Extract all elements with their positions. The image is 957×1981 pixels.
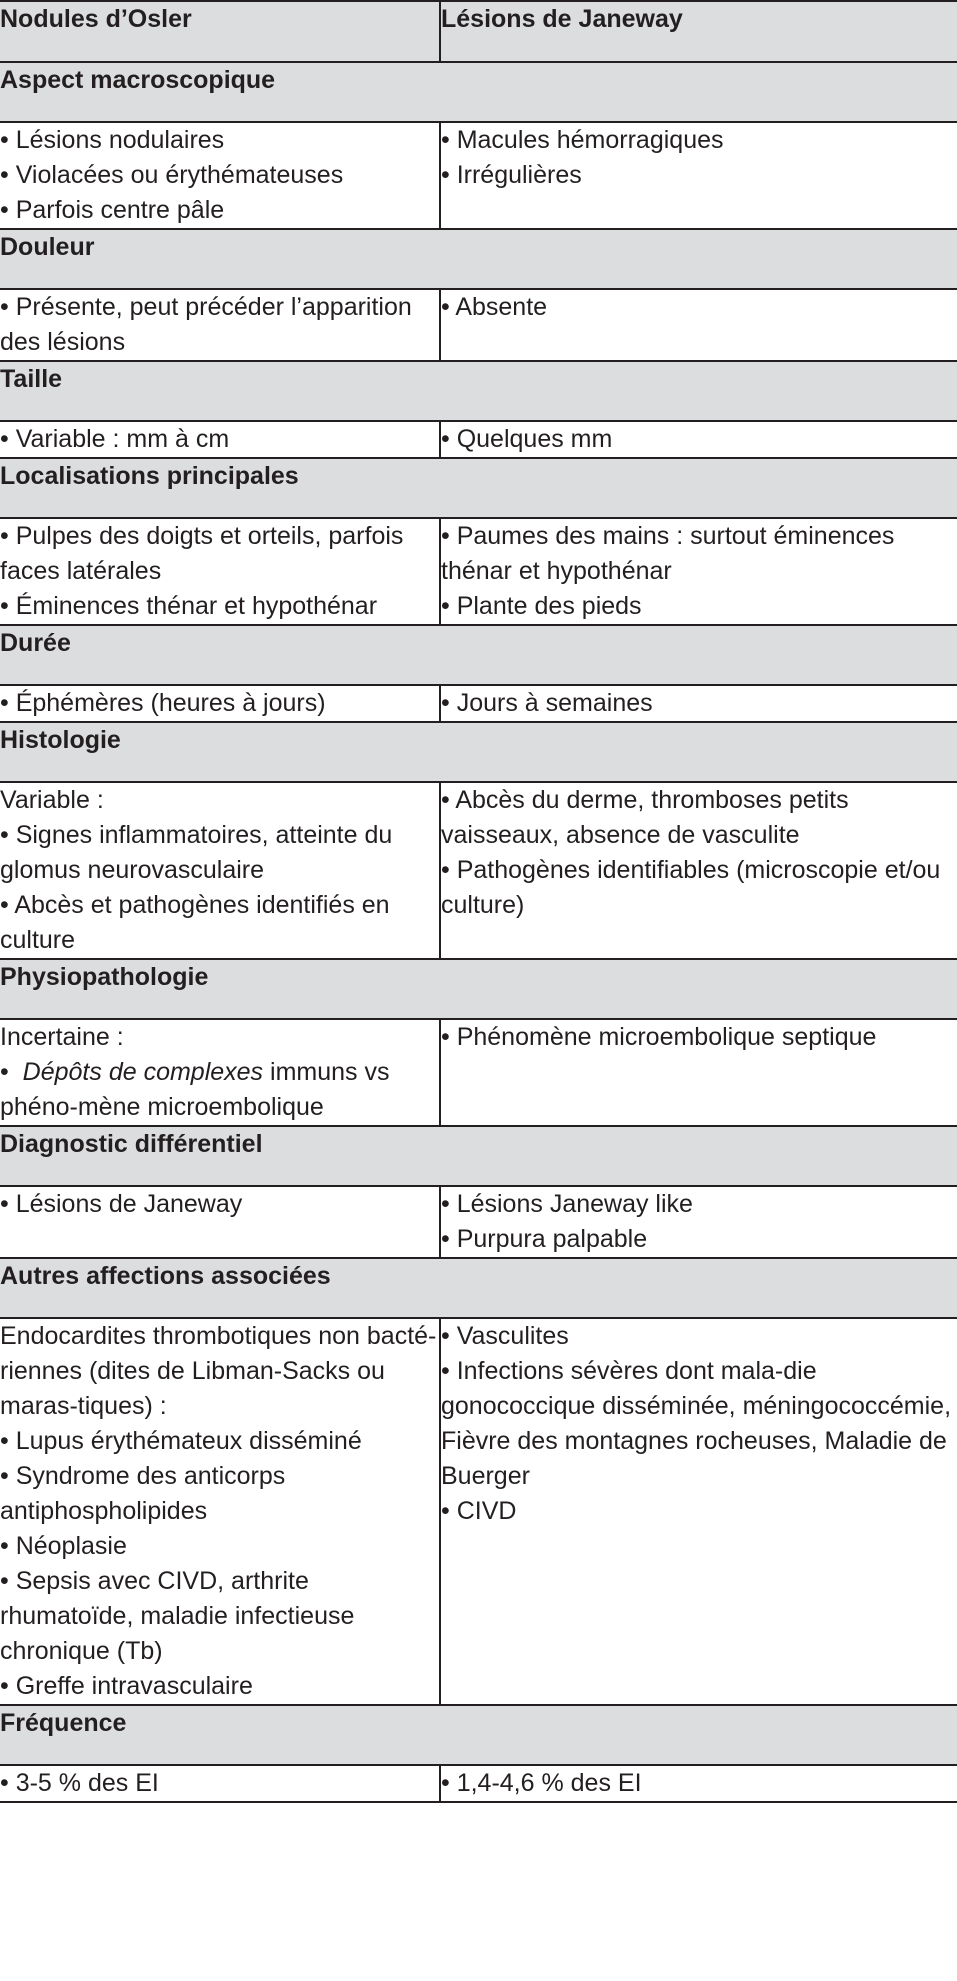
osler-line: • Syndrome des anticorps antiphospholipides — [0, 1462, 286, 1525]
osler-line: • Néoplasie — [0, 1532, 127, 1560]
janeway-line: • Purpura palpable — [441, 1225, 648, 1253]
section-content-row — [0, 122, 957, 229]
osler-rest-text: immuns vs phéno-mène microembolique — [0, 1058, 390, 1121]
section-header-row — [0, 1258, 957, 1318]
osler-line: • Greffe intravasculaire — [0, 1672, 253, 1700]
section-content-row — [0, 421, 957, 458]
osler-line: Endocardites thrombotiques non bacté-riennes (dites de Libman-Sacks ou maras-tiques) : — [0, 1322, 437, 1420]
osler-cell — [0, 289, 440, 361]
janeway-line: • Infections sévères dont mala-die gonococcique disséminée, méningococcémie, Fièvre des montagnes rocheuses, Maladie de Buerger — [441, 1357, 952, 1490]
osler-line: Incertaine : — [0, 1023, 124, 1051]
header-janeway: Lésions de Janeway — [440, 1, 957, 62]
section-header-row — [0, 625, 957, 685]
osler-cell — [0, 122, 440, 229]
osler-cell — [0, 421, 440, 458]
janeway-line: • 1,4-4,6 % des EI — [441, 1769, 642, 1797]
section-header-row — [0, 229, 957, 289]
osler-cell — [0, 1186, 440, 1258]
osler-line: • Lupus érythémateux disséminé — [0, 1427, 362, 1455]
janeway-line: • CIVD — [441, 1497, 517, 1525]
osler-cell — [0, 518, 440, 625]
section-content-row — [0, 289, 957, 361]
janeway-line: • Vasculites — [441, 1322, 569, 1350]
janeway-cell — [440, 1318, 957, 1705]
janeway-line: • Lésions Janeway like — [441, 1190, 693, 1218]
osler-cell — [0, 1318, 440, 1705]
janeway-cell — [440, 685, 957, 722]
section-title: Localisations principales — [0, 458, 957, 518]
osler-italic-text: Dépôts de complexes — [22, 1058, 264, 1086]
section-title: Diagnostic différentiel — [0, 1126, 957, 1186]
section-title: Autres affections associées — [0, 1258, 957, 1318]
osler-line: • Éphémères (heures à jours) — [0, 689, 326, 717]
janeway-line: • Jours à semaines — [441, 689, 653, 717]
janeway-line: • Phénomène microembolique septique — [441, 1023, 877, 1051]
section-header-row — [0, 361, 957, 421]
section-title: Fréquence — [0, 1705, 957, 1765]
osler-line: • Présente, peut précéder l’apparition des lésions — [0, 293, 412, 356]
section-header-row — [0, 722, 957, 782]
janeway-line: • Paumes des mains : surtout éminences thénar et hypothénar — [441, 522, 895, 585]
section-header-row — [0, 959, 957, 1019]
header-osler: Nodules d’Osler — [0, 1, 440, 62]
janeway-line: • Absente — [441, 293, 548, 321]
osler-line: • Sepsis avec CIVD, arthrite rhumatoïde, maladie infectieuse chronique (Tb) — [0, 1567, 355, 1665]
janeway-line: • Pathogènes identifiables (microscopie et/ou culture) — [441, 856, 941, 919]
section-title: Physiopathologie — [0, 959, 957, 1019]
section-title: Aspect macroscopique — [0, 62, 957, 122]
section-header-row — [0, 1126, 957, 1186]
janeway-line: • Macules hémorragiques — [441, 126, 724, 154]
osler-cell — [0, 685, 440, 722]
osler-line: • 3-5 % des EI — [0, 1769, 159, 1797]
janeway-cell — [440, 518, 957, 625]
section-title: Durée — [0, 625, 957, 685]
janeway-cell — [440, 782, 957, 959]
osler-cell — [0, 1765, 440, 1802]
section-title: Douleur — [0, 229, 957, 289]
osler-line: • Lésions nodulaires — [0, 126, 225, 154]
janeway-line: • Plante des pieds — [441, 592, 642, 620]
osler-cell — [0, 782, 440, 959]
osler-line: • Signes inflammatoires, atteinte du glomus neurovasculaire — [0, 821, 393, 884]
osler-line: • Pulpes des doigts et orteils, parfois faces latérales — [0, 522, 404, 585]
janeway-line: • Quelques mm — [441, 425, 613, 453]
section-header-row — [0, 62, 957, 122]
osler-line — [0, 1055, 439, 1125]
janeway-cell — [440, 421, 957, 458]
osler-line: Variable : — [0, 786, 104, 814]
osler-line: • Violacées ou érythémateuses — [0, 161, 344, 189]
osler-line: • Variable : mm à cm — [0, 425, 230, 453]
janeway-line: • Irrégulières — [441, 161, 582, 189]
janeway-cell — [440, 1186, 957, 1258]
section-content-row — [0, 1318, 957, 1705]
section-content-row — [0, 1019, 957, 1126]
section-content-row — [0, 685, 957, 722]
section-title: Taille — [0, 361, 957, 421]
osler-line: • Abcès et pathogènes identifiés en culture — [0, 891, 390, 954]
osler-cell — [0, 1019, 440, 1126]
section-content-row — [0, 1186, 957, 1258]
janeway-cell — [440, 122, 957, 229]
osler-line: • Lésions de Janeway — [0, 1190, 243, 1218]
table-header-row — [0, 1, 957, 62]
section-content-row — [0, 518, 957, 625]
section-header-row — [0, 1705, 957, 1765]
janeway-cell — [440, 289, 957, 361]
janeway-line: • Abcès du derme, thromboses petits vaisseaux, absence de vasculite — [441, 786, 849, 849]
section-title: Histologie — [0, 722, 957, 782]
section-content-row — [0, 782, 957, 959]
janeway-cell — [440, 1019, 957, 1126]
osler-line: • Éminences thénar et hypothénar — [0, 592, 378, 620]
section-header-row — [0, 458, 957, 518]
osler-line: • Parfois centre pâle — [0, 196, 225, 224]
janeway-cell — [440, 1765, 957, 1802]
section-content-row — [0, 1765, 957, 1802]
